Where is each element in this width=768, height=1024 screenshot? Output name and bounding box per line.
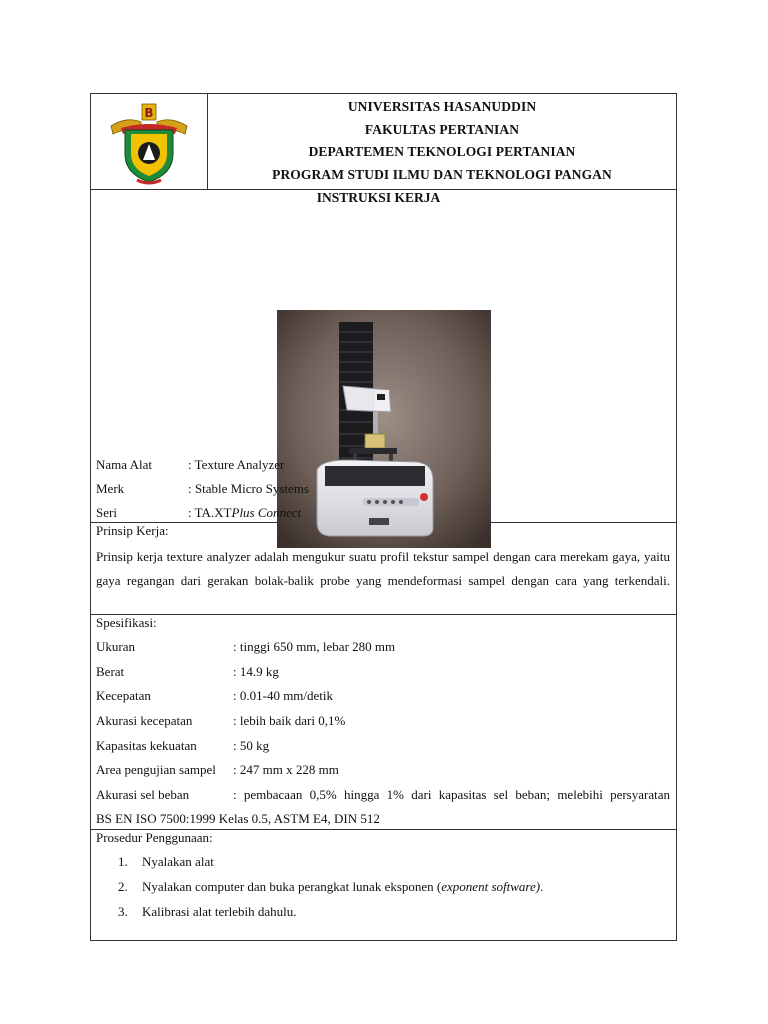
step-text: Nyalakan alat [142,854,214,869]
document-header [91,94,676,190]
spec-row [96,639,670,655]
spec-value: : pembacaan 0,5% hingga 1% dari kapasitas sel beban; melebihi persyaratan [233,787,670,802]
field-merk [96,481,309,497]
svg-text:B: B [144,105,154,120]
spec-value: : 50 kg [233,738,270,753]
study-program-name: PROGRAM STUDI ILMU DAN TEKNOLOGI PANGAN [272,166,612,182]
field-label: Merk [96,481,125,496]
university-logo [91,94,208,189]
field-seri [96,505,301,521]
university-emblem-icon [107,98,191,186]
instruction-section [91,190,676,523]
principle-text: Prinsip kerja texture analyzer adalah mengukur suatu profil tekstur sampel dengan cara merekam gaya, yaitu gaya regangan dari gerakan bolak-balik probe yang mendeformasi sampel dengan cara yang terkendali. [96,549,670,588]
spec-row [96,688,670,704]
field-label: Nama Alat [96,457,152,472]
step-number: 2. [118,879,128,894]
principle-section [91,523,676,615]
principle-label: Prinsip Kerja: [96,523,169,538]
spec-key: Akurasi sel beban [96,787,190,802]
spec-value: : 247 mm x 228 mm [233,762,339,777]
step-text: Nyalakan computer dan buka perangkat lunak eksponen (exponent software). [142,879,544,894]
department-name: DEPARTEMEN TEKNOLOGI PERTANIAN [308,144,576,160]
document [90,93,677,941]
instruction-title: INSTRUKSI KERJA [316,190,441,205]
spec-row [96,738,670,754]
step-text: Kalibrasi alat terlebih dahulu. [142,904,297,919]
institution-titles [208,94,676,189]
spec-value: : 0.01-40 mm/detik [233,688,334,703]
spec-value: : tinggi 650 mm, lebar 280 mm [233,639,396,654]
procedure-section [91,830,676,940]
texture-analyzer-photo [277,310,491,548]
procedure-step [118,879,543,895]
specification-label: Spesifikasi: [96,615,157,630]
spec-key: Berat [96,664,125,679]
procedure-step [118,904,297,920]
spec-continuation-text: BS EN ISO 7500:1999 Kelas 0.5, ASTM E4, DIN 512 [96,811,380,826]
field-value: : TA.XTPlus Connect [188,505,302,520]
field-value: : Stable Micro Systems [188,481,309,496]
field-nama-alat [96,457,284,473]
spec-row [96,713,670,729]
spec-value: : lebih baik dari 0,1% [233,713,346,728]
spec-value: : 14.9 kg [233,664,279,679]
spec-key: Area pengujian sampel [96,762,216,777]
spec-row [96,664,670,680]
spec-row [96,762,670,778]
series-italic: Plus Connect [231,505,302,520]
university-name: UNIVERSITAS HASANUDDIN [347,99,537,115]
spec-key: Kapasitas kekuatan [96,738,197,753]
spec-row [96,787,670,803]
step-number: 3. [118,904,128,919]
procedure-label: Prosedur Penggunaan: [96,830,213,845]
step-italic: exponent software) [441,879,541,894]
spec-key: Ukuran [96,639,135,654]
specification-section [91,615,676,830]
procedure-step [118,854,214,870]
field-label: Seri [96,505,117,520]
step-number: 1. [118,854,128,869]
faculty-name: FAKULTAS PERTANIAN [364,121,520,137]
spec-key: Akurasi kecepatan [96,713,193,728]
field-value: : Texture Analyzer [188,457,285,472]
spec-key: Kecepatan [96,688,151,703]
spec-continuation [96,811,670,827]
